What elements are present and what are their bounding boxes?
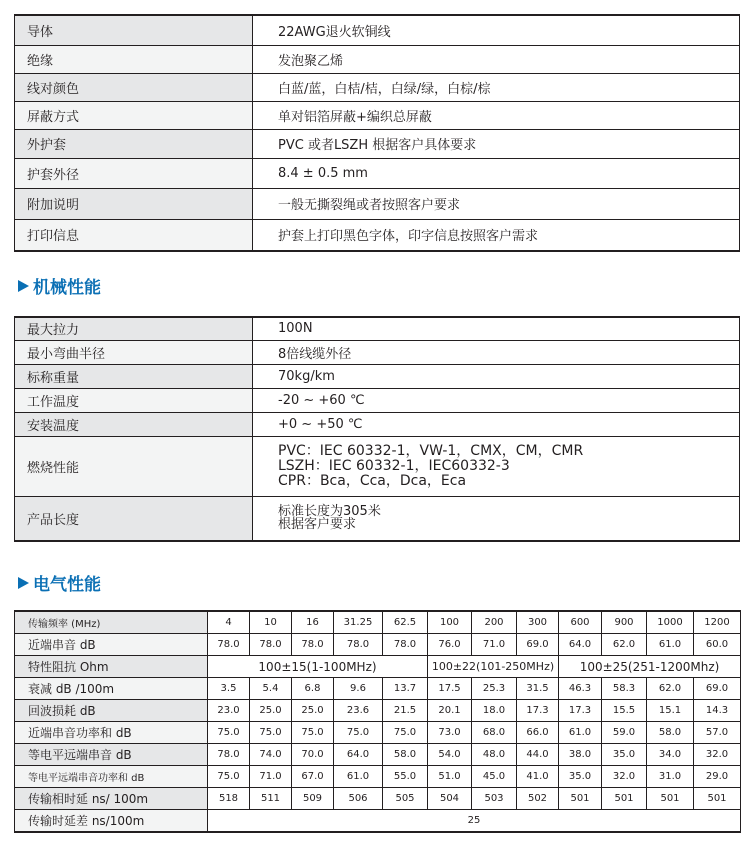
value-cell: 76.0 xyxy=(428,634,472,656)
spec-label: 屏蔽方式 xyxy=(15,101,253,129)
value-cell: 506 xyxy=(334,788,383,810)
value-cell: 25.0 xyxy=(250,700,292,722)
impedance-group: 100±25(251-1200Mhz) xyxy=(559,656,741,678)
mech-row-bend-radius xyxy=(15,340,740,364)
mechanical-section-heading xyxy=(18,273,101,298)
impedance-row xyxy=(15,656,741,678)
flame-line: PVC：IEC 60332-1，VW-1，CMX，CM，CMR xyxy=(278,442,584,459)
spec-value: 护套上打印黑色字体，印字信息按照客户需求 xyxy=(253,219,740,251)
spec-value: 一般无撕裂绳或者按照客户要求 xyxy=(253,188,740,219)
mech-row-install-temp xyxy=(15,412,740,436)
return-loss-row xyxy=(15,700,741,722)
mech-row-operating-temp xyxy=(15,388,740,412)
value-cell: 44.0 xyxy=(517,744,559,766)
value-cell: 23.0 xyxy=(208,700,250,722)
spec-value: 8.4 ± 0.5 mm xyxy=(253,158,740,188)
flame-line: LSZH：IEC 60332-1，IEC60332-3 xyxy=(278,457,510,474)
spec-row-conductor xyxy=(15,15,740,45)
value-cell: 501 xyxy=(559,788,602,810)
impedance-group: 100±22(101-250MHz) xyxy=(428,656,559,678)
spec-label: 最大拉力 xyxy=(15,317,253,340)
spec-row-outer-diameter xyxy=(15,158,740,188)
value-cell: 511 xyxy=(250,788,292,810)
freq-cell: 100 xyxy=(428,611,472,634)
freq-row xyxy=(15,611,741,634)
spec-value: 22AWG退火软铜线 xyxy=(253,15,740,45)
length-line: 根据客户要求 xyxy=(278,517,357,533)
value-cell: 70.0 xyxy=(292,744,334,766)
value-cell: 45.0 xyxy=(472,766,517,788)
section-title: 电气性能 xyxy=(33,575,101,595)
spec-label: 产品长度 xyxy=(15,496,253,541)
value-cell: 501 xyxy=(647,788,694,810)
value-cell: 17.3 xyxy=(559,700,602,722)
value-cell: 34.0 xyxy=(647,744,694,766)
value-cell: 78.0 xyxy=(208,744,250,766)
value-cell: 73.0 xyxy=(428,722,472,744)
value-cell: 48.0 xyxy=(472,744,517,766)
spec-value: PVC 或者LSZH 根据客户具体要求 xyxy=(253,129,740,158)
mech-row-flame-rating xyxy=(15,436,740,496)
value-cell: 62.0 xyxy=(647,678,694,700)
value-cell: 78.0 xyxy=(250,634,292,656)
value-cell: 17.5 xyxy=(428,678,472,700)
value-cell: 71.0 xyxy=(250,766,292,788)
value-cell: 78.0 xyxy=(334,634,383,656)
spec-row-insulation xyxy=(15,45,740,73)
delay-row xyxy=(15,788,741,810)
freq-cell: 10 xyxy=(250,611,292,634)
spec-label: 打印信息 xyxy=(15,219,253,251)
value-cell: 74.0 xyxy=(250,744,292,766)
value-cell: 13.7 xyxy=(383,678,428,700)
spec-row-pair-colors xyxy=(15,73,740,101)
value-cell: 64.0 xyxy=(334,744,383,766)
value-cell: 75.0 xyxy=(208,766,250,788)
row-label: 衰减 dB /100m xyxy=(15,678,208,700)
spec-value: +0 ~ +50 ℃ xyxy=(253,412,740,436)
freq-cell: 600 xyxy=(559,611,602,634)
row-label: 传输频率 (MHz) xyxy=(15,611,208,634)
freq-cell: 31.25 xyxy=(334,611,383,634)
value-cell: 51.0 xyxy=(428,766,472,788)
freq-cell: 1000 xyxy=(647,611,694,634)
electrical-section-heading xyxy=(18,570,101,595)
value-cell: 25.0 xyxy=(292,700,334,722)
value-cell: 15.5 xyxy=(602,700,647,722)
value-cell: 25.3 xyxy=(472,678,517,700)
value-cell: 57.0 xyxy=(694,722,741,744)
skew-row xyxy=(15,810,741,833)
spec-label: 燃烧性能 xyxy=(15,436,253,496)
skew-value: 25 xyxy=(208,810,741,833)
row-label: 传输相时延 ns/ 100m xyxy=(15,788,208,810)
value-cell: 68.0 xyxy=(472,722,517,744)
elfext-row xyxy=(15,744,741,766)
value-cell: 58.3 xyxy=(602,678,647,700)
value-cell: 58.0 xyxy=(647,722,694,744)
electrical-table xyxy=(14,610,741,833)
row-label: 传输时延差 ns/100m xyxy=(15,810,208,833)
value-cell: 503 xyxy=(472,788,517,810)
value-cell: 14.3 xyxy=(694,700,741,722)
row-label: 特性阻抗 Ohm xyxy=(15,656,208,678)
value-cell: 509 xyxy=(292,788,334,810)
value-cell: 58.0 xyxy=(383,744,428,766)
value-cell: 55.0 xyxy=(383,766,428,788)
value-cell: 9.6 xyxy=(334,678,383,700)
spec-label: 线对颜色 xyxy=(15,73,253,101)
freq-cell: 200 xyxy=(472,611,517,634)
section-title: 机械性能 xyxy=(33,278,101,298)
spec-label: 安装温度 xyxy=(15,412,253,436)
spec-label: 工作温度 xyxy=(15,388,253,412)
value-cell: 501 xyxy=(694,788,741,810)
spec-value: 单对铝箔屏蔽+编织总屏蔽 xyxy=(253,101,740,129)
row-label: 近端串音 dB xyxy=(15,634,208,656)
value-cell: 41.0 xyxy=(517,766,559,788)
value-cell: 20.1 xyxy=(428,700,472,722)
value-cell: 21.5 xyxy=(383,700,428,722)
value-cell: 31.0 xyxy=(647,766,694,788)
psnext-row xyxy=(15,722,741,744)
spec-value: 70kg/km xyxy=(253,364,740,388)
value-cell: 6.8 xyxy=(292,678,334,700)
pselfext-row xyxy=(15,766,741,788)
value-cell: 32.0 xyxy=(694,744,741,766)
triangle-right-icon xyxy=(18,577,29,589)
value-cell: 78.0 xyxy=(383,634,428,656)
value-cell: 62.0 xyxy=(602,634,647,656)
spec-label: 导体 xyxy=(15,15,253,45)
mechanical-table xyxy=(14,316,740,542)
value-cell: 501 xyxy=(602,788,647,810)
value-cell: 18.0 xyxy=(472,700,517,722)
spec-label: 最小弯曲半径 xyxy=(15,340,253,364)
value-cell: 67.0 xyxy=(292,766,334,788)
triangle-right-icon xyxy=(18,280,29,292)
value-cell: 502 xyxy=(517,788,559,810)
freq-cell: 300 xyxy=(517,611,559,634)
general-spec-table xyxy=(14,14,740,252)
spec-value: 100N xyxy=(253,317,740,340)
spec-value: 发泡聚乙烯 xyxy=(253,45,740,73)
value-cell: 78.0 xyxy=(208,634,250,656)
spec-value: -20 ~ +60 ℃ xyxy=(253,388,740,412)
mech-row-length xyxy=(15,496,740,541)
value-cell: 32.0 xyxy=(602,766,647,788)
row-label: 回波损耗 dB xyxy=(15,700,208,722)
value-cell: 5.4 xyxy=(250,678,292,700)
value-cell: 61.0 xyxy=(647,634,694,656)
value-cell: 78.0 xyxy=(292,634,334,656)
value-cell: 61.0 xyxy=(559,722,602,744)
value-cell: 69.0 xyxy=(517,634,559,656)
value-cell: 60.0 xyxy=(694,634,741,656)
spec-label: 绝缘 xyxy=(15,45,253,73)
value-cell: 75.0 xyxy=(292,722,334,744)
value-cell: 75.0 xyxy=(208,722,250,744)
mech-row-weight xyxy=(15,364,740,388)
value-cell: 69.0 xyxy=(694,678,741,700)
value-cell: 75.0 xyxy=(383,722,428,744)
value-cell: 38.0 xyxy=(559,744,602,766)
spec-row-jacket xyxy=(15,129,740,158)
freq-cell: 1200 xyxy=(694,611,741,634)
value-cell: 59.0 xyxy=(602,722,647,744)
flame-line: CPR：Bca，Cca，Dca，Eca xyxy=(278,472,467,489)
spec-label: 标称重量 xyxy=(15,364,253,388)
spec-label: 外护套 xyxy=(15,129,253,158)
freq-cell: 16 xyxy=(292,611,334,634)
value-cell: 66.0 xyxy=(517,722,559,744)
value-cell: 46.3 xyxy=(559,678,602,700)
freq-cell: 4 xyxy=(208,611,250,634)
freq-cell: 62.5 xyxy=(383,611,428,634)
spec-value: 8倍线缆外径 xyxy=(253,340,740,364)
value-cell: 17.3 xyxy=(517,700,559,722)
value-cell: 35.0 xyxy=(559,766,602,788)
value-cell: 505 xyxy=(383,788,428,810)
next-row xyxy=(15,634,741,656)
spec-value xyxy=(253,496,740,541)
value-cell: 54.0 xyxy=(428,744,472,766)
value-cell: 61.0 xyxy=(334,766,383,788)
value-cell: 75.0 xyxy=(250,722,292,744)
spec-value xyxy=(253,436,740,496)
value-cell: 29.0 xyxy=(694,766,741,788)
value-cell: 35.0 xyxy=(602,744,647,766)
attenuation-row xyxy=(15,678,741,700)
length-line: 标准长度为305米 xyxy=(278,504,381,520)
freq-cell: 900 xyxy=(602,611,647,634)
spec-row-printing xyxy=(15,219,740,251)
spec-row-shielding xyxy=(15,101,740,129)
value-cell: 518 xyxy=(208,788,250,810)
value-cell: 31.5 xyxy=(517,678,559,700)
value-cell: 75.0 xyxy=(334,722,383,744)
value-cell: 15.1 xyxy=(647,700,694,722)
value-cell: 23.6 xyxy=(334,700,383,722)
spec-label: 护套外径 xyxy=(15,158,253,188)
value-cell: 3.5 xyxy=(208,678,250,700)
spec-row-notes xyxy=(15,188,740,219)
spec-label: 附加说明 xyxy=(15,188,253,219)
impedance-group: 100±15(1-100MHz) xyxy=(208,656,428,678)
value-cell: 64.0 xyxy=(559,634,602,656)
row-label: 等电平远端串音功率和 dB xyxy=(15,766,208,788)
row-label: 等电平远端串音 dB xyxy=(15,744,208,766)
row-label: 近端串音功率和 dB xyxy=(15,722,208,744)
value-cell: 71.0 xyxy=(472,634,517,656)
spec-value: 白蓝/蓝，白桔/桔，白绿/绿，白棕/棕 xyxy=(253,73,740,101)
value-cell: 504 xyxy=(428,788,472,810)
mech-row-max-tension xyxy=(15,317,740,340)
